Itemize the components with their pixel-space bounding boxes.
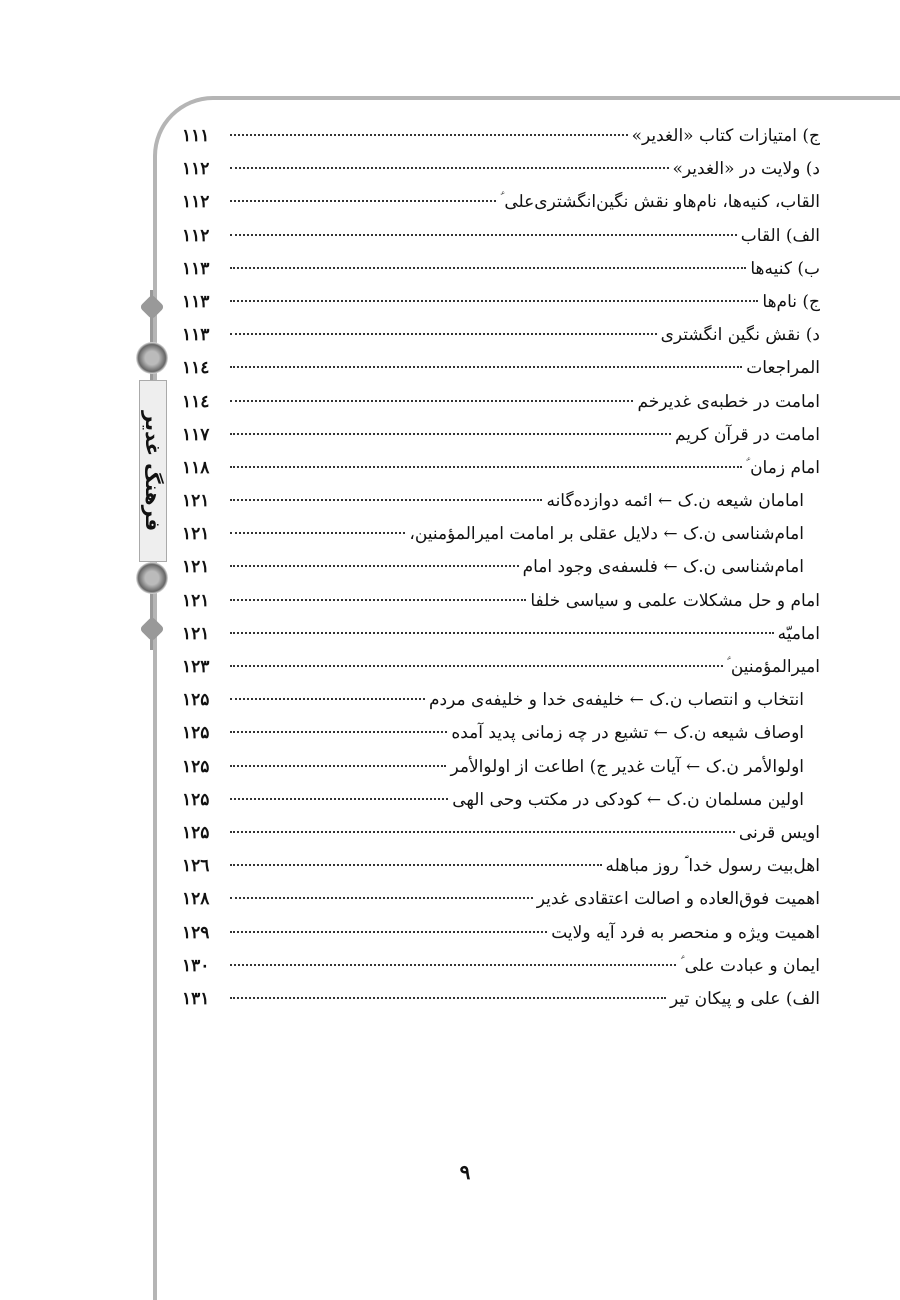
toc-entry: [182, 651, 820, 684]
entry-title: اهل‌بیت رسول خدا ؐ روز مباهله: [605, 856, 820, 877]
entry-page: ۱۲۱: [182, 491, 210, 512]
toc-entry: [182, 518, 820, 551]
dot-leader: [230, 167, 669, 169]
dot-leader: [230, 466, 742, 468]
dot-leader: [230, 267, 746, 269]
entry-page: ۱۲۵: [182, 690, 210, 711]
toc-entry: [182, 817, 820, 850]
entry-title: الف) القاب: [740, 225, 820, 246]
dot-leader: [230, 333, 657, 335]
entry-title: اولوالأمر ن.ک ← آیات غدیر ج) اطاعت از اولوالأمر: [450, 756, 804, 777]
toc-entry: [182, 717, 820, 750]
entry-page: ۱۲۵: [182, 723, 210, 744]
entry-page: ۱۲۵: [182, 756, 210, 777]
entry-page: ۱۱۷: [182, 424, 210, 445]
entry-title: اوصاف شیعه ن.ک ← تشیع در چه زمانی پدید آمده: [451, 723, 804, 744]
medallion-icon: [136, 342, 168, 374]
entry-page: ۱۱٤: [182, 358, 210, 379]
dot-leader: [230, 499, 542, 501]
entry-page: ۱۳۱: [182, 988, 210, 1009]
dot-leader: [230, 864, 602, 866]
dot-leader: [230, 698, 425, 700]
entry-title: اهمیت ویژه و منحصر به فرد آیه ولایت: [551, 922, 820, 943]
table-of-contents: [182, 120, 820, 1016]
entry-page: ۱۱۳: [182, 291, 210, 312]
dot-leader: [230, 931, 547, 933]
toc-entry: [182, 319, 820, 352]
entry-page: ۱۲۵: [182, 789, 210, 810]
entry-page: ۱۲۹: [182, 922, 210, 943]
entry-title: انتخاب و انتصاب ن.ک ← خلیفه‌ی خدا و خلیفه‌ی مردم: [429, 690, 804, 711]
dot-leader: [230, 234, 737, 236]
dot-leader: [230, 433, 671, 435]
side-title-box: [139, 380, 167, 562]
toc-entry: [182, 585, 820, 618]
entry-page: ۱۲۱: [182, 557, 210, 578]
dot-leader: [230, 632, 774, 634]
toc-entry: [182, 784, 820, 817]
dot-leader: [230, 665, 723, 667]
toc-entry: [182, 386, 820, 419]
dot-leader: [230, 599, 526, 601]
toc-entry: [182, 883, 820, 916]
entry-title: امیرالمؤمنین ؑ: [726, 657, 820, 677]
entry-title: القاب، کنیه‌ها، نام‌هاو نقش نگین‌انگشتری‌علی ؑ: [500, 192, 820, 213]
entry-title: ایمان و عبادت علی ؑ: [680, 955, 820, 976]
toc-entry: [182, 850, 820, 883]
entry-title: ج) نام‌ها: [762, 291, 820, 312]
entry-title: المراجعات: [746, 358, 820, 379]
toc-entry: [182, 950, 820, 983]
entry-title: اویس قرنی: [738, 822, 820, 843]
dot-leader: [230, 831, 735, 833]
dot-leader: [230, 300, 758, 302]
toc-entry: [182, 352, 820, 385]
entry-title: اهمیت فوق‌العاده و اصالت اعتقادی غدیر: [536, 889, 820, 910]
entry-title: امامیّه: [777, 623, 820, 644]
entry-page: ۱۲۳: [182, 657, 210, 677]
entry-title: امامت در قرآن کریم: [674, 424, 820, 445]
entry-page: ۱۲۱: [182, 623, 210, 644]
dot-leader: [230, 134, 628, 136]
entry-title: امامان شیعه ن.ک ← ائمه دوازده‌گانه: [546, 491, 804, 512]
ornament-icon: [139, 294, 164, 319]
entry-page: ۱۲٦: [182, 856, 210, 877]
entry-title: ج) امتیازات کتاب «الغدیر»: [631, 126, 820, 146]
entry-page: ۱۱۲: [182, 225, 210, 246]
entry-title: د) ولایت در «الغدیر»: [672, 159, 820, 180]
entry-page: ۱۲۱: [182, 590, 210, 611]
toc-entry: [182, 917, 820, 950]
side-ornament: [133, 290, 171, 650]
entry-page: ۱۲۱: [182, 524, 210, 545]
entry-title: الف) علی و پیکان تیر: [669, 988, 820, 1009]
entry-page: ۱۲۸: [182, 889, 210, 910]
toc-entry: [182, 286, 820, 319]
dot-leader: [230, 366, 742, 368]
entry-title: امام‌شناسی ن.ک ← دلایل عقلی بر امامت امیرالمؤمنین،: [409, 524, 804, 545]
dot-leader: [230, 765, 446, 767]
medallion-icon: [136, 562, 168, 594]
entry-title: امام زمان ؑ: [745, 457, 820, 478]
entry-title: اولین مسلمان ن.ک ← کودکی در مکتب وحی الهی: [452, 789, 804, 810]
dot-leader: [230, 532, 405, 534]
entry-title: امام‌شناسی ن.ک ← فلسفه‌ی وجود امام: [522, 557, 804, 578]
toc-entry: [182, 485, 820, 518]
dot-leader: [230, 565, 519, 567]
dot-leader: [230, 964, 676, 966]
toc-entry: [182, 419, 820, 452]
toc-entry: [182, 618, 820, 651]
entry-page: ۱۱۳: [182, 325, 210, 346]
entry-title: ب) کنیه‌ها: [750, 258, 820, 279]
entry-page: ۱۱۱: [182, 126, 210, 146]
dot-leader: [230, 200, 496, 202]
entry-page: ۱۱۲: [182, 192, 210, 213]
entry-title: امام و حل مشکلات علمی و سیاسی خلفا: [530, 590, 820, 611]
toc-entry: [182, 684, 820, 717]
toc-entry: [182, 153, 820, 186]
entry-title: د) نقش نگین انگشتری: [660, 325, 820, 346]
dot-leader: [230, 997, 666, 999]
entry-page: ۱۱۳: [182, 258, 210, 279]
entry-title: امامت در خطبه‌ی غدیرخم: [637, 391, 820, 412]
page-number: ۹: [459, 1160, 471, 1184]
entry-page: ۱۱۸: [182, 457, 210, 478]
entry-page: ۱۱٤: [182, 391, 210, 412]
entry-page: ۱۳۰: [182, 955, 210, 976]
side-title: فرهنگ غدیر: [141, 410, 165, 532]
toc-entry: [182, 983, 820, 1016]
dot-leader: [230, 897, 533, 899]
dot-leader: [230, 731, 447, 733]
toc-entry: [182, 253, 820, 286]
toc-entry: [182, 452, 820, 485]
ornament-icon: [139, 616, 164, 641]
toc-entry: [182, 751, 820, 784]
toc-entry: [182, 551, 820, 584]
dot-leader: [230, 798, 448, 800]
entry-page: ۱۱۲: [182, 159, 210, 180]
dot-leader: [230, 400, 633, 402]
toc-entry: [182, 220, 820, 253]
toc-entry: [182, 186, 820, 219]
entry-page: ۱۲۵: [182, 822, 210, 843]
toc-entry: [182, 120, 820, 153]
